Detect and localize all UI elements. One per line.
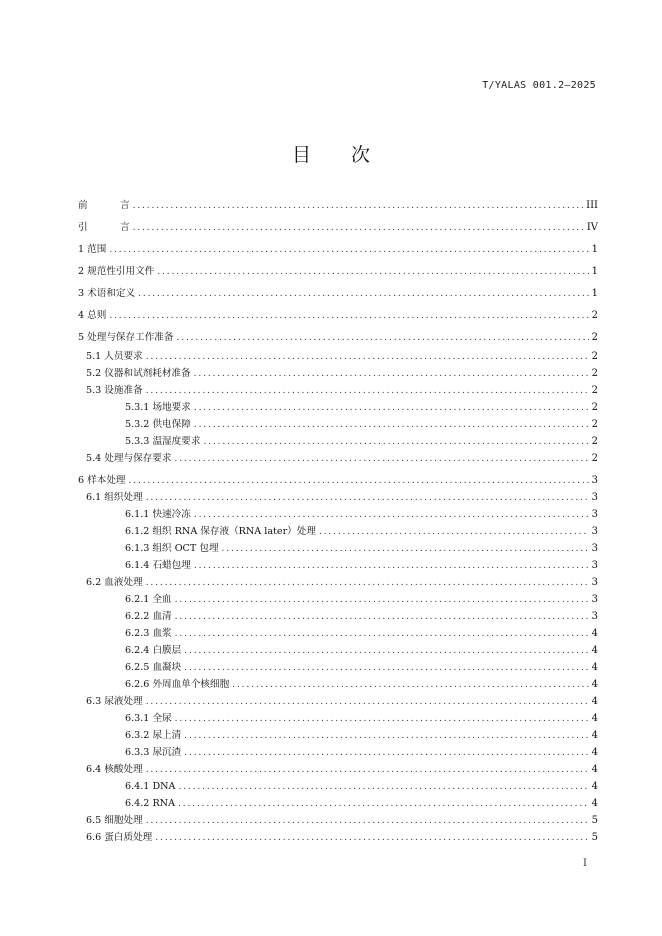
toc-entry-label: 5.4 处理与保存要求 bbox=[86, 453, 172, 464]
toc-entry[interactable] bbox=[125, 678, 598, 692]
toc-leader-dots bbox=[194, 559, 589, 573]
toc-entry-page: 2 bbox=[591, 453, 598, 464]
toc-entry-page: 2 bbox=[591, 332, 598, 343]
toc-entry-label: 5.2 仪器和试剂耗材准备 bbox=[86, 368, 191, 379]
toc-entry-label: 6.2.6 外周血单个核细胞 bbox=[125, 679, 230, 690]
toc-entry[interactable] bbox=[78, 309, 598, 323]
toc-leader-dots bbox=[184, 746, 588, 760]
toc-leader-dots bbox=[319, 525, 589, 539]
toc-entry-page: 2 bbox=[591, 385, 598, 396]
toc-entry-label: 引 言 bbox=[78, 222, 130, 233]
toc-entry-label: 5.1 人员要求 bbox=[86, 351, 143, 362]
toc-leader-dots bbox=[146, 576, 589, 590]
toc-entry-label: 1 范围 bbox=[78, 244, 107, 255]
title-char-1: 目 bbox=[291, 144, 311, 166]
toc-leader-dots bbox=[129, 474, 589, 488]
toc-entry-label: 5 处理与保存工作准备 bbox=[78, 332, 174, 343]
toc-entry[interactable] bbox=[125, 661, 598, 675]
toc-entry-page: 3 bbox=[591, 492, 598, 503]
toc-leader-dots bbox=[146, 491, 589, 505]
toc-entry-label: 6.2 血液处理 bbox=[86, 577, 143, 588]
toc-entry-page: 2 bbox=[591, 310, 598, 321]
toc-entry[interactable] bbox=[78, 265, 598, 279]
toc-entry[interactable] bbox=[86, 350, 598, 364]
toc-entry-page: IV bbox=[586, 222, 598, 233]
toc-entry-label: 6.1 组织处理 bbox=[86, 492, 143, 503]
toc-entry-page: 4 bbox=[591, 662, 598, 673]
toc-entry-label: 5.3 设施准备 bbox=[86, 385, 143, 396]
toc-entry-label: 6.3.1 全尿 bbox=[125, 713, 172, 724]
toc-leader-dots bbox=[232, 678, 588, 692]
toc-entry[interactable] bbox=[125, 712, 598, 726]
toc-entry-page: 1 bbox=[591, 244, 598, 255]
toc-entry-label: 6.2.2 血清 bbox=[125, 611, 172, 622]
toc-entry-label: 6.1.3 组织 OCT 包埋 bbox=[125, 543, 219, 554]
toc-entry-label: 5.3.1 场地要求 bbox=[125, 402, 191, 413]
toc-entry-label: 6.3.2 尿上清 bbox=[125, 730, 182, 741]
title-char-2: 次 bbox=[351, 144, 371, 166]
toc-entry[interactable] bbox=[125, 559, 598, 573]
toc-entry-page: 5 bbox=[591, 832, 598, 843]
toc-entry-page: 2 bbox=[591, 419, 598, 430]
toc-entry[interactable] bbox=[86, 452, 598, 466]
toc-leader-dots bbox=[175, 593, 589, 607]
toc-leader-dots bbox=[146, 350, 589, 364]
toc-leader-dots bbox=[175, 627, 589, 641]
toc-leader-dots bbox=[194, 508, 589, 522]
toc-entry-label: 6.2.4 白膜层 bbox=[125, 645, 182, 656]
toc-leader-dots bbox=[178, 780, 588, 794]
toc-entry-page: 4 bbox=[591, 764, 598, 775]
toc-entry-label: 6.1.1 快速冷冻 bbox=[125, 509, 191, 520]
toc-entry[interactable] bbox=[125, 593, 598, 607]
toc-entry[interactable] bbox=[78, 221, 598, 235]
toc-entry-page: 2 bbox=[591, 436, 598, 447]
toc-entry-label: 4 总则 bbox=[78, 310, 107, 321]
toc-entry-label: 6.5 细胞处理 bbox=[86, 815, 143, 826]
toc-entry-page: 3 bbox=[591, 475, 598, 486]
toc-leader-dots bbox=[184, 729, 588, 743]
toc-entry[interactable] bbox=[86, 367, 598, 381]
toc-entry[interactable] bbox=[125, 542, 598, 556]
toc-entry-page: 1 bbox=[591, 266, 598, 277]
toc-entry-page: 2 bbox=[591, 402, 598, 413]
toc-entry-label: 6.4 核酸处理 bbox=[86, 764, 143, 775]
toc-entry-label: 3 术语和定义 bbox=[78, 288, 136, 299]
toc-entry-page: 3 bbox=[591, 526, 598, 537]
toc-entry-label: 6.2.3 血浆 bbox=[125, 628, 172, 639]
toc-leader-dots bbox=[175, 610, 589, 624]
toc-entry-label: 6.4.1 DNA bbox=[125, 781, 176, 792]
toc-leader-dots bbox=[157, 265, 588, 279]
toc-leader-dots bbox=[222, 542, 589, 556]
toc-entry-label: 6 样本处理 bbox=[78, 475, 126, 486]
toc-entry[interactable] bbox=[125, 644, 598, 658]
toc-leader-dots bbox=[146, 384, 589, 398]
toc-entry[interactable] bbox=[125, 746, 598, 760]
toc-leader-dots bbox=[175, 712, 589, 726]
toc-entry[interactable] bbox=[86, 576, 598, 590]
toc-entry-page: 4 bbox=[591, 645, 598, 656]
toc-leader-dots bbox=[194, 367, 589, 381]
toc-entry-page: 3 bbox=[591, 594, 598, 605]
toc-entry[interactable] bbox=[78, 474, 598, 488]
toc-entry-page: 2 bbox=[591, 351, 598, 362]
toc-entry-page: 1 bbox=[591, 288, 598, 299]
toc-leader-dots bbox=[184, 661, 588, 675]
toc-entry-label: 5.3.3 温湿度要求 bbox=[125, 436, 201, 447]
toc-entry-page: 4 bbox=[591, 747, 598, 758]
toc-entry[interactable] bbox=[86, 491, 598, 505]
toc-leader-dots bbox=[194, 401, 589, 415]
toc-leader-dots bbox=[133, 199, 584, 213]
toc-entry-page: 3 bbox=[591, 611, 598, 622]
toc-entry-page: 4 bbox=[591, 798, 598, 809]
toc-entry-page: 2 bbox=[591, 368, 598, 379]
toc-entry-page: 3 bbox=[591, 560, 598, 571]
toc-entry-label: 5.3.2 供电保障 bbox=[125, 419, 191, 430]
toc-entry[interactable] bbox=[86, 763, 598, 777]
toc-entry[interactable] bbox=[86, 814, 598, 828]
toc-entry-page: 4 bbox=[591, 781, 598, 792]
toc-entry-page: 4 bbox=[591, 628, 598, 639]
toc-leader-dots bbox=[177, 331, 589, 345]
toc-entry[interactable] bbox=[125, 797, 598, 811]
toc-leader-dots bbox=[109, 309, 588, 323]
document-code: T/YALAS 001.2—2025 bbox=[482, 80, 596, 91]
toc-leader-dots bbox=[146, 695, 589, 709]
toc-entry-page: 3 bbox=[591, 543, 598, 554]
toc-leader-dots bbox=[174, 452, 588, 466]
toc-entry-page: 3 bbox=[591, 577, 598, 588]
toc-entry-page: 5 bbox=[591, 815, 598, 826]
toc-leader-dots bbox=[194, 418, 589, 432]
toc-leader-dots bbox=[146, 814, 589, 828]
toc-entry[interactable] bbox=[86, 695, 598, 709]
toc-entry[interactable] bbox=[86, 384, 598, 398]
toc-entry[interactable] bbox=[125, 435, 598, 449]
toc-entry-page: 3 bbox=[591, 509, 598, 520]
toc-entry[interactable] bbox=[78, 243, 598, 257]
toc-entry[interactable] bbox=[125, 418, 598, 432]
toc-leader-dots bbox=[184, 644, 588, 658]
toc-entry-label: 6.4.2 RNA bbox=[125, 798, 176, 809]
toc-leader-dots bbox=[155, 831, 588, 845]
toc-entry-page: 4 bbox=[591, 713, 598, 724]
toc-leader-dots bbox=[203, 435, 588, 449]
toc-entry-page: 4 bbox=[591, 679, 598, 690]
toc-entry-label: 6.2.5 血凝块 bbox=[125, 662, 182, 673]
toc-entry[interactable] bbox=[86, 831, 598, 845]
toc-entry[interactable] bbox=[125, 627, 598, 641]
toc-entry-page: III bbox=[586, 200, 598, 211]
toc-entry-label: 前 言 bbox=[78, 200, 130, 211]
toc-leader-dots bbox=[138, 287, 589, 301]
page-title bbox=[0, 140, 662, 167]
toc-entry-label: 6.1.4 石蜡包埋 bbox=[125, 560, 191, 571]
toc-leader-dots bbox=[109, 243, 588, 257]
toc-entry[interactable] bbox=[125, 525, 598, 539]
toc-entry-label: 6.3 尿液处理 bbox=[86, 696, 143, 707]
toc-entry-page: 4 bbox=[591, 730, 598, 741]
toc-entry-label: 6.2.1 全血 bbox=[125, 594, 172, 605]
toc-entry-label: 2 规范性引用文件 bbox=[78, 266, 155, 277]
toc-entry[interactable] bbox=[125, 729, 598, 743]
toc-entry-label: 6.1.2 组织 RNA 保存液（RNA later）处理 bbox=[125, 526, 316, 537]
toc-entry-label: 6.6 蛋白质处理 bbox=[86, 832, 153, 843]
toc-entry-page: 4 bbox=[591, 696, 598, 707]
toc-entry[interactable] bbox=[125, 780, 598, 794]
toc-leader-dots bbox=[146, 763, 589, 777]
toc-entry[interactable] bbox=[125, 401, 598, 415]
toc-entry-label: 6.3.3 尿沉渣 bbox=[125, 747, 182, 758]
toc-entry[interactable] bbox=[78, 331, 598, 345]
toc-leader-dots bbox=[178, 797, 589, 811]
toc-entry[interactable] bbox=[125, 610, 598, 624]
toc-leader-dots bbox=[133, 221, 584, 235]
page-number: I bbox=[583, 858, 587, 869]
toc-entry[interactable] bbox=[78, 287, 598, 301]
toc-entry[interactable] bbox=[125, 508, 598, 522]
toc-entry[interactable] bbox=[78, 199, 598, 213]
